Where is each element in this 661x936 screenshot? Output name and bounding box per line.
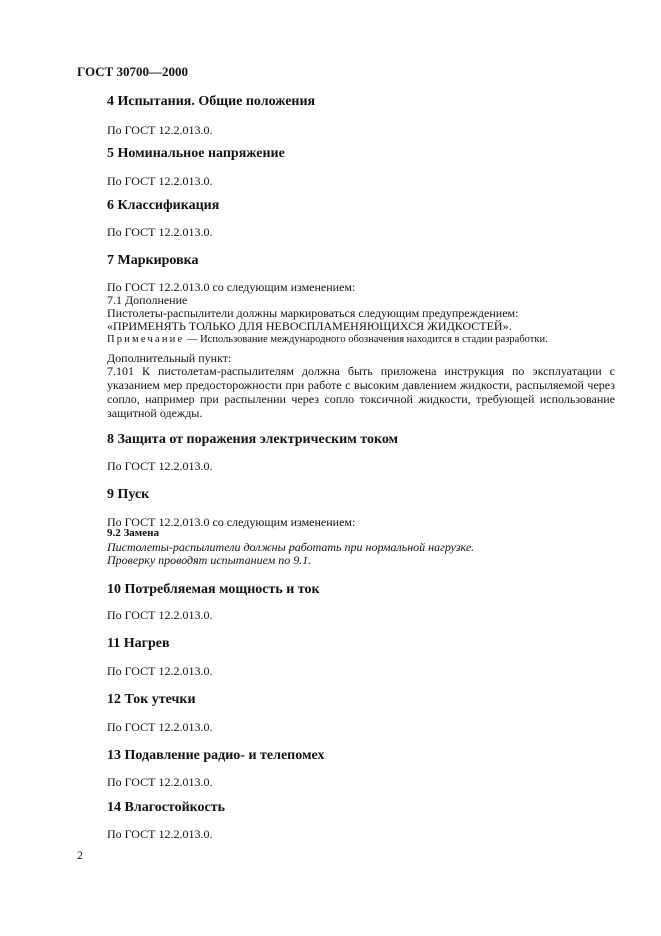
- section-7-extra: Дополнительный пункт:: [107, 351, 232, 365]
- section-7-paragraph-7101: 7.101 К пистолетам-распылителям должна быть приложена инструкция по эксплуатации с указанием мер предосторожности при работе с высоким давлением жидкости, распыляемой через сопло, например при распылении через сопло токсичной жидкости, требующей использование защитной одежды.: [107, 364, 615, 420]
- document-header: ГОСТ 30700—2000: [77, 64, 189, 79]
- section-6-text: По ГОСТ 12.2.013.0.: [107, 225, 213, 239]
- section-9-sub: 9.2 Замена: [107, 527, 160, 539]
- note-label: Примечание: [107, 334, 185, 345]
- section-14-title: 14 Влагостойкость: [107, 800, 226, 815]
- section-9-title: 9 Пуск: [107, 487, 150, 502]
- section-10-text: По ГОСТ 12.2.013.0.: [107, 608, 213, 622]
- section-11-title: 11 Нагрев: [107, 636, 170, 651]
- section-13-title: 13 Подавление радио- и телепомех: [107, 748, 325, 763]
- section-7-note: [107, 334, 548, 345]
- section-5-title: 5 Номинальное напряжение: [107, 146, 285, 161]
- section-9-italic-2: Проверку проводят испытанием по 9.1.: [107, 553, 312, 567]
- section-9-line1: По ГОСТ 12.2.013.0 со следующим изменением:: [107, 515, 356, 529]
- section-10-title: 10 Потребляемая мощность и ток: [107, 582, 320, 597]
- section-14-text: По ГОСТ 12.2.013.0.: [107, 827, 213, 841]
- section-7-line2: 7.1 Дополнение: [107, 293, 188, 307]
- section-12-text: По ГОСТ 12.2.013.0.: [107, 720, 213, 734]
- page-number: 2: [77, 848, 83, 862]
- section-4-title: 4 Испытания. Общие положения: [107, 94, 316, 109]
- section-11-text: По ГОСТ 12.2.013.0.: [107, 664, 213, 678]
- section-5-text: По ГОСТ 12.2.013.0.: [107, 174, 213, 188]
- section-7-warning: «ПРИМЕНЯТЬ ТОЛЬКО ДЛЯ НЕВОСПЛАМЕНЯЮЩИХСЯ ЖИДКОСТЕЙ».: [107, 319, 512, 333]
- section-7-line3: Пистолеты-распылители должны маркироваться следующим предупреждением:: [107, 306, 519, 320]
- section-4-text: По ГОСТ 12.2.013.0.: [107, 123, 213, 137]
- section-7-line1: По ГОСТ 12.2.013.0 со следующим изменением:: [107, 280, 356, 294]
- section-9-italic-1: Пистолеты-распылители должны работать при нормальной нагрузке.: [107, 540, 475, 554]
- section-12-title: 12 Ток утечки: [107, 692, 196, 707]
- section-7-title: 7 Маркировка: [107, 253, 199, 268]
- section-6-title: 6 Классификация: [107, 198, 220, 213]
- section-8-text: По ГОСТ 12.2.013.0.: [107, 459, 213, 473]
- section-8-title: 8 Защита от поражения электрическим током: [107, 432, 399, 447]
- note-text: — Использование международного обозначения находится в стадии разработки.: [184, 334, 548, 345]
- section-13-text: По ГОСТ 12.2.013.0.: [107, 775, 213, 789]
